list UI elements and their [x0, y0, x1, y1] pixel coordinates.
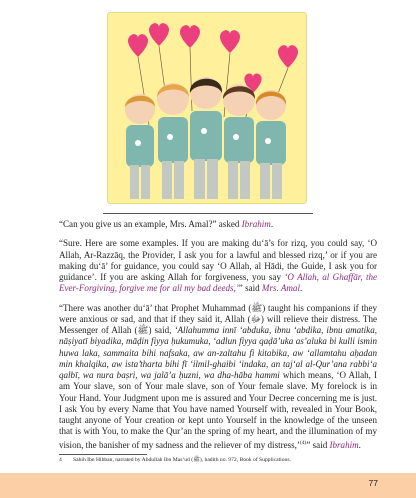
- said-text: ” said: [238, 283, 262, 294]
- footnote-divider: [59, 454, 147, 455]
- said-text: ” said: [306, 439, 330, 450]
- paragraph-examples: [59, 238, 377, 294]
- footnote-number: 4: [59, 457, 62, 463]
- footnote-text: Sahih Ibn Hibban, narrated by Abdullah Ibn Mas‘ud (ﷺ), ḥadith no. 972, Book of Supplications.: [73, 457, 291, 463]
- sentence-end: .: [358, 439, 361, 450]
- page-number: 77: [368, 478, 378, 488]
- dua-meaning-text: which means, ‘O Allah, I am Your slave, son of Your male slave, son of Your female slave. My forelock is in Your Hand. Your Judgment upon me is assured and Your Decree concerning me is just. I ask You by every Name that You have named Yourself with, revealed in Your Book, taught anyone of Your creation or kept unto Yourself in the knowledge of the unseen that is with You, to make the Qur’an the spring of my heart, and the illumination of my vision, the banisher of my sadness and the reliever of my distress,’: [59, 370, 377, 450]
- paragraph-dua: [59, 303, 377, 451]
- sentence-end: .: [299, 283, 303, 294]
- footnote: [59, 457, 377, 464]
- body-text: [59, 219, 377, 451]
- sentence-end: .: [270, 219, 274, 229]
- speaker-name: Ibrahim: [241, 219, 271, 229]
- speaker-name: Mrs. Amal: [261, 283, 300, 294]
- examples-text: “Sure. Here are some examples. If you are making du‘ā’s for rizq, you could say, ‘O Allah, Ar-Razzāq, the Provider, I ask you for a lawful and blessed rizq,’ or if you are making du‘ā’ for guidance, you could say ‘O Allah, al Hādi, the Guide, I ask you for guidance’. If you are asking Allah for forgiveness, you say: [59, 238, 377, 282]
- five-children-holding-heart-balloons-icon: [108, 13, 306, 203]
- children-with-balloons-illustration: [107, 12, 307, 204]
- paragraph-question: [59, 219, 377, 230]
- question-quote: “Can you give us an example, Mrs. Amal?” asked: [59, 219, 242, 229]
- dua-transliteration: ‘Allahumma innī ‘abduka, ibnu ‘abdika, ibnu amatika, nāṣiyatī biyadika, māḍin fiyya ḥukumuka, ‘adlun fiyya qaḍā’uka as’aluka bi kulli ismin huwa laka, sammaita bihi nafsaka, aw an-zaltahu fi kitabika, aw ‘allamtahu aḥadan min khalqika, aw ista’tharta bihi fī ‘ilmil-ghaibi ‘indaka, an taj‘al al-Qur’ana rabbi‘a qalbī, wa nura baṣri, wa jalā’a ḥuzni, wa dha-hāba hammi: [59, 325, 377, 380]
- dua-intro-text: “There was another du‘ā’ that Prophet Muhammad (ﷺ) taught his companions if they were anxious or sad, and that if they said it, Allah (ﷻ) will relieve their distress. The Messenger of Allah (ﷺ) said,: [59, 302, 377, 335]
- dua-highlight: ‘O Allah, al Ghaffār, the Ever-Forgiving, forgive me for all my bad deeds,’: [59, 272, 377, 294]
- speaker-name: Ibrahim: [329, 439, 359, 450]
- illustration-divider: [103, 213, 313, 214]
- footnote-reference: (4): [299, 439, 307, 446]
- page-footer-bar: [0, 473, 416, 498]
